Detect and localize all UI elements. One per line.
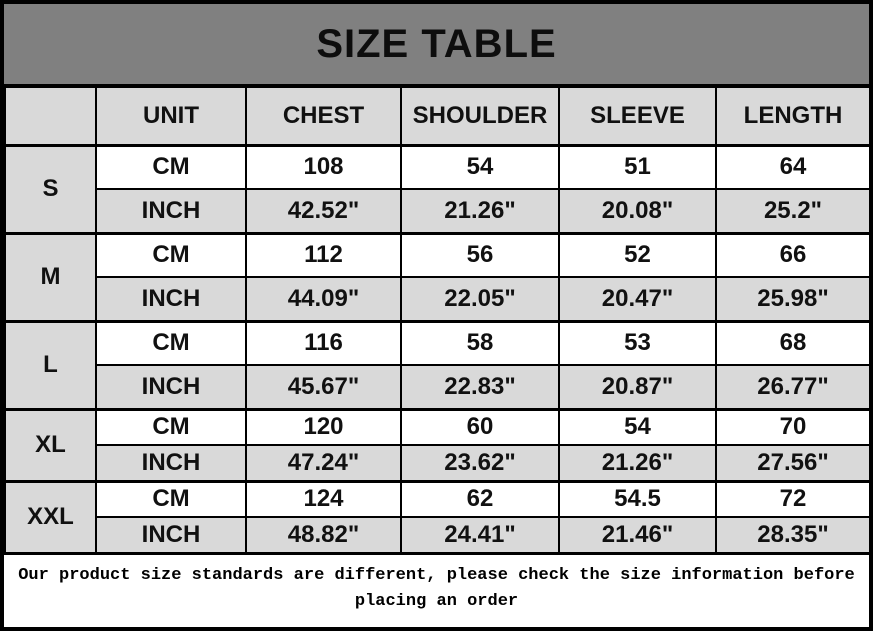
size-label-xl: XL (5, 409, 96, 481)
column-header-shoulder: SHOULDER (401, 87, 559, 145)
cell-xxl-inch-chest: 48.82" (246, 517, 401, 553)
size-table (4, 86, 871, 554)
cell-s-cm-chest: 108 (246, 145, 401, 189)
cell-l-cm-length: 68 (716, 321, 870, 365)
diagonal-divider (5, 87, 96, 145)
unit-inch-cell: INCH (96, 517, 246, 553)
cell-xxl-inch-length: 28.35" (716, 517, 870, 553)
table-row (5, 517, 870, 553)
cell-xl-cm-sleeve: 54 (559, 409, 716, 445)
cell-xl-inch-chest: 47.24" (246, 445, 401, 481)
column-header-length: LENGTH (716, 87, 870, 145)
unit-cm-cell: CM (96, 481, 246, 517)
unit-inch-cell: INCH (96, 277, 246, 321)
column-header-unit: UNIT (96, 87, 246, 145)
table-row (5, 409, 870, 445)
cell-xxl-cm-length: 72 (716, 481, 870, 517)
unit-cm-cell: CM (96, 409, 246, 445)
unit-inch-cell: INCH (96, 445, 246, 481)
cell-xxl-cm-shoulder: 62 (401, 481, 559, 517)
size-label-l: L (5, 321, 96, 409)
footer-note: Our product size standards are different, please check the size information before placing an order (4, 554, 869, 627)
cell-xxl-inch-sleeve: 21.46" (559, 517, 716, 553)
cell-xl-cm-shoulder: 60 (401, 409, 559, 445)
cell-xl-inch-shoulder: 23.62" (401, 445, 559, 481)
cell-m-cm-shoulder: 56 (401, 233, 559, 277)
cell-m-inch-length: 25.98" (716, 277, 870, 321)
table-row (5, 445, 870, 481)
cell-l-cm-chest: 116 (246, 321, 401, 365)
table-row (5, 189, 870, 233)
cell-xxl-inch-shoulder: 24.41" (401, 517, 559, 553)
cell-l-cm-sleeve: 53 (559, 321, 716, 365)
table-header-row (5, 87, 870, 145)
cell-xxl-cm-sleeve: 54.5 (559, 481, 716, 517)
table-row (5, 277, 870, 321)
unit-cm-cell: CM (96, 321, 246, 365)
cell-s-cm-shoulder: 54 (401, 145, 559, 189)
size-label-m: M (5, 233, 96, 321)
unit-cm-cell: CM (96, 233, 246, 277)
cell-xl-cm-chest: 120 (246, 409, 401, 445)
page-title: SIZE TABLE (4, 4, 869, 86)
unit-inch-cell: INCH (96, 189, 246, 233)
cell-s-cm-sleeve: 51 (559, 145, 716, 189)
cell-s-inch-length: 25.2" (716, 189, 870, 233)
cell-m-cm-chest: 112 (246, 233, 401, 277)
size-label-xxl: XXL (5, 481, 96, 553)
cell-s-inch-chest: 42.52" (246, 189, 401, 233)
cell-l-inch-shoulder: 22.83" (401, 365, 559, 409)
table-row (5, 145, 870, 189)
table-row (5, 365, 870, 409)
cell-xxl-cm-chest: 124 (246, 481, 401, 517)
cell-s-cm-length: 64 (716, 145, 870, 189)
cell-l-inch-chest: 45.67" (246, 365, 401, 409)
cell-l-cm-shoulder: 58 (401, 321, 559, 365)
cell-l-inch-sleeve: 20.87" (559, 365, 716, 409)
cell-m-inch-shoulder: 22.05" (401, 277, 559, 321)
cell-m-inch-chest: 44.09" (246, 277, 401, 321)
cell-xl-inch-sleeve: 21.26" (559, 445, 716, 481)
cell-m-cm-length: 66 (716, 233, 870, 277)
cell-m-cm-sleeve: 52 (559, 233, 716, 277)
table-row (5, 481, 870, 517)
column-header-sleeve: SLEEVE (559, 87, 716, 145)
unit-inch-cell: INCH (96, 365, 246, 409)
cell-xl-inch-length: 27.56" (716, 445, 870, 481)
table-row (5, 233, 870, 277)
size-label-s: S (5, 145, 96, 233)
column-header-chest: CHEST (246, 87, 401, 145)
unit-cm-cell: CM (96, 145, 246, 189)
cell-s-inch-sleeve: 20.08" (559, 189, 716, 233)
table-row (5, 321, 870, 365)
cell-l-inch-length: 26.77" (716, 365, 870, 409)
cell-s-inch-shoulder: 21.26" (401, 189, 559, 233)
cell-xl-cm-length: 70 (716, 409, 870, 445)
cell-m-inch-sleeve: 20.47" (559, 277, 716, 321)
